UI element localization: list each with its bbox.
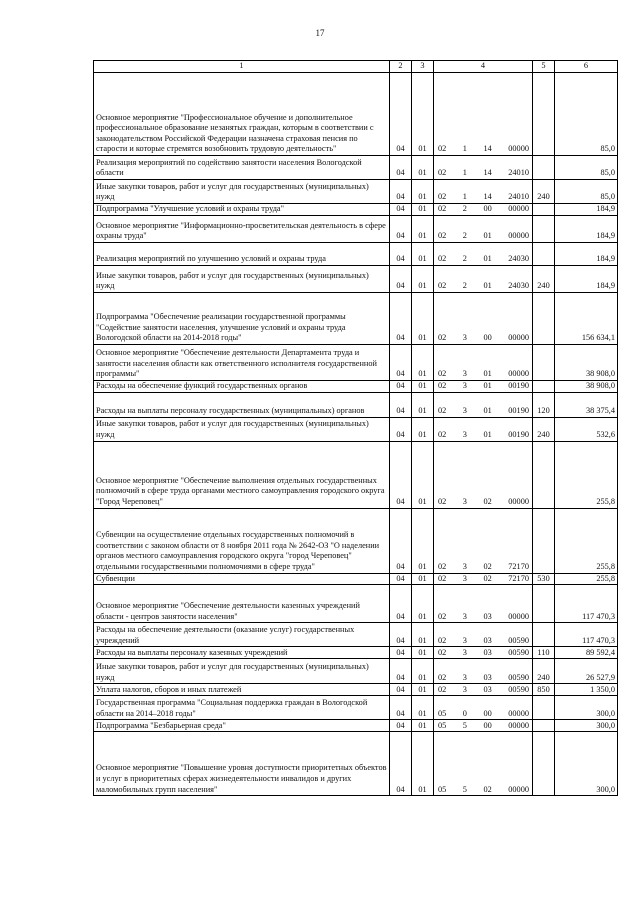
table-row [94, 659, 618, 684]
amount: 184,9 [555, 243, 618, 266]
article-code-part: 05 [438, 708, 447, 718]
target-article-code [434, 345, 533, 381]
row-name: Основное мероприятие "Профессиональное обучение и дополнительное профессиональное образование незанятых граждан, которым в соответствии с законодательством Российской Федерации назначена страховая пенсия по старости и которые стремятся возобновить трудовую деятельность" [94, 73, 390, 156]
section-code: 04 [390, 585, 412, 623]
section-code: 04 [390, 696, 412, 720]
article-code-part: 00000 [508, 497, 529, 506]
article-code-part: 02 [438, 231, 447, 241]
article-code-part: 03 [483, 647, 492, 657]
article-code-part: 00590 [508, 635, 529, 645]
expense-type-code: 850 [533, 684, 555, 696]
subsection-code: 01 [412, 417, 434, 441]
article-code-part: 00000 [508, 333, 529, 343]
article-code-part: 00000 [508, 369, 529, 379]
amount: 184,9 [555, 204, 618, 216]
article-code-part: 03 [483, 635, 492, 645]
table-row [94, 732, 618, 796]
header-cell: 1 [94, 61, 390, 73]
section-code: 04 [390, 293, 412, 345]
article-code-part: 00000 [508, 784, 529, 794]
subsection-code: 01 [412, 156, 434, 180]
amount: 26 527,9 [555, 659, 618, 684]
target-article-parts [434, 612, 532, 623]
expense-type-code [533, 381, 555, 393]
target-article-code [434, 585, 533, 623]
subsection-code: 01 [412, 180, 434, 204]
section-code: 04 [390, 684, 412, 696]
subsection-code: 01 [412, 392, 434, 417]
article-code-part: 02 [438, 381, 447, 390]
table-row [94, 73, 618, 156]
article-code-part: 1 [462, 144, 467, 154]
subsection-code: 01 [412, 204, 434, 216]
table-row [94, 345, 618, 381]
article-code-part: 1 [462, 192, 467, 202]
article-code-part: 00 [483, 708, 492, 718]
article-code-part: 2 [462, 231, 467, 241]
section-code: 04 [390, 180, 412, 204]
expense-type-code: 110 [533, 647, 555, 659]
expense-type-code [533, 696, 555, 720]
article-code-part: 02 [438, 647, 447, 657]
target-article-parts [434, 562, 532, 573]
article-code-part: 02 [438, 192, 447, 202]
expense-type-code [533, 508, 555, 573]
expense-type-code [533, 623, 555, 647]
subsection-code: 01 [412, 441, 434, 508]
article-code-part: 00190 [508, 406, 529, 415]
subsection-code: 01 [412, 684, 434, 696]
expense-type-code [533, 156, 555, 180]
header-cell: 3 [412, 61, 434, 73]
target-article-parts [434, 254, 532, 265]
amount: 85,0 [555, 73, 618, 156]
row-name: Основное мероприятие "Обеспечение деятельности Департамента труда и занятости населения области как ответственного исполнителя государственной программы" [94, 345, 390, 381]
target-article-parts [434, 430, 532, 441]
article-code-part: 72170 [508, 573, 529, 583]
section-code: 04 [390, 381, 412, 393]
article-code-part: 00190 [508, 430, 529, 439]
subsection-code: 01 [412, 585, 434, 623]
article-code-part: 00000 [508, 708, 529, 718]
article-code-part: 3 [462, 684, 467, 694]
article-code-part: 00 [483, 333, 492, 343]
target-article-code [434, 243, 533, 266]
article-code-part: 14 [483, 192, 492, 202]
target-article-code [434, 573, 533, 585]
amount: 184,9 [555, 266, 618, 293]
amount: 38 375,4 [555, 392, 618, 417]
target-article-code [434, 204, 533, 216]
article-code-part: 3 [462, 672, 467, 682]
amount: 300,0 [555, 696, 618, 720]
article-code-part: 02 [438, 430, 447, 439]
article-code-part: 02 [438, 281, 447, 291]
article-code-part: 00590 [508, 684, 529, 694]
header-cell: 6 [555, 61, 618, 73]
article-code-part: 3 [462, 562, 467, 571]
expense-type-code [533, 732, 555, 796]
amount: 255,8 [555, 573, 618, 585]
section-code: 04 [390, 417, 412, 441]
amount: 255,8 [555, 441, 618, 508]
expense-type-code [533, 441, 555, 508]
article-code-part: 03 [483, 672, 492, 682]
article-code-part: 24010 [508, 192, 529, 202]
row-name: Иные закупки товаров, работ и услуг для государственных (муниципальных) нужд [94, 266, 390, 293]
row-name: Реализация мероприятий по улучшению условий и охраны труда [94, 243, 390, 266]
target-article-code [434, 659, 533, 684]
table-row [94, 293, 618, 345]
amount: 85,0 [555, 156, 618, 180]
expense-type-code [533, 345, 555, 381]
article-code-part: 00000 [508, 144, 529, 154]
target-article-parts [434, 785, 532, 796]
article-code-part: 01 [483, 369, 492, 379]
amount: 89 592,4 [555, 647, 618, 659]
row-name: Основное мероприятие "Информационно-просветительская деятельность в сфере охраны труда" [94, 216, 390, 243]
target-article-parts [434, 381, 532, 392]
subsection-code: 01 [412, 381, 434, 393]
article-code-part: 00 [483, 204, 492, 214]
section-code: 04 [390, 243, 412, 266]
subsection-code: 01 [412, 659, 434, 684]
amount: 117 470,3 [555, 585, 618, 623]
article-code-part: 3 [462, 635, 467, 645]
target-article-parts [434, 369, 532, 380]
article-code-part: 00000 [508, 231, 529, 241]
row-name: Уплата налогов, сборов и иных платежей [94, 684, 390, 696]
expense-type-code: 240 [533, 266, 555, 293]
article-code-part: 00000 [508, 720, 529, 730]
header-cell: 5 [533, 61, 555, 73]
target-article-code [434, 417, 533, 441]
expense-type-code [533, 720, 555, 732]
subsection-code: 01 [412, 720, 434, 732]
row-name: Субвенции [94, 573, 390, 585]
article-code-part: 03 [483, 684, 492, 694]
table-row [94, 266, 618, 293]
expense-type-code: 240 [533, 180, 555, 204]
article-code-part: 1 [462, 168, 467, 178]
expense-type-code [533, 73, 555, 156]
expense-type-code: 240 [533, 417, 555, 441]
amount: 532,6 [555, 417, 618, 441]
article-code-part: 24030 [508, 254, 529, 264]
article-code-part: 02 [438, 635, 447, 645]
section-code: 04 [390, 732, 412, 796]
article-code-part: 3 [462, 406, 467, 415]
row-name: Подпрограмма "Безбарьерная среда" [94, 720, 390, 732]
article-code-part: 2 [462, 254, 467, 264]
article-code-part: 3 [462, 381, 467, 390]
target-article-code [434, 73, 533, 156]
row-name: Основное мероприятие "Повышение уровня доступности приоритетных объектов и услуг в приоритетных сферах жизнедеятельности инвалидов и других маломобильных групп населения" [94, 732, 390, 796]
target-article-code [434, 720, 533, 732]
subsection-code: 01 [412, 696, 434, 720]
header-cell: 2 [390, 61, 412, 73]
target-article-code [434, 623, 533, 647]
row-name: Расходы на обеспечение функций государственных органов [94, 381, 390, 393]
article-code-part: 01 [483, 430, 492, 439]
article-code-part: 00190 [508, 381, 529, 390]
section-code: 04 [390, 659, 412, 684]
table-row [94, 392, 618, 417]
article-code-part: 01 [483, 281, 492, 291]
section-code: 04 [390, 720, 412, 732]
target-article-code [434, 156, 533, 180]
article-code-part: 02 [438, 672, 447, 682]
article-code-part: 00000 [508, 204, 529, 214]
target-article-code [434, 266, 533, 293]
amount: 184,9 [555, 216, 618, 243]
article-code-part: 03 [483, 611, 492, 621]
row-name: Расходы на выплаты персоналу казенных учреждений [94, 647, 390, 659]
section-code: 04 [390, 508, 412, 573]
article-code-part: 02 [483, 562, 492, 571]
header-cell: 4 [434, 61, 533, 73]
section-code: 04 [390, 266, 412, 293]
subsection-code: 01 [412, 573, 434, 585]
article-code-part: 2 [462, 281, 467, 291]
target-article-parts [434, 144, 532, 155]
page-number: 17 [315, 28, 325, 38]
table-row [94, 573, 618, 585]
target-article-parts [434, 497, 532, 508]
article-code-part: 02 [438, 406, 447, 415]
row-name: Подпрограмма "Обеспечение реализации государственной программы "Содействие занятости населения, улучшение условий и охраны труда Вологодской области на 2014-2018 годы" [94, 293, 390, 345]
target-article-parts [434, 192, 532, 203]
row-name: Иные закупки товаров, работ и услуг для государственных (муниципальных) нужд [94, 417, 390, 441]
table-row [94, 243, 618, 266]
expense-type-code: 240 [533, 659, 555, 684]
table-body [94, 73, 618, 796]
table-row [94, 623, 618, 647]
article-code-part: 3 [462, 369, 467, 379]
article-code-part: 3 [462, 333, 467, 343]
row-name: Расходы на обеспечение деятельности (оказание услуг) государственных учреждений [94, 623, 390, 647]
target-article-code [434, 216, 533, 243]
expense-type-code: 120 [533, 392, 555, 417]
article-code-part: 72170 [508, 562, 529, 571]
target-article-parts [434, 406, 532, 417]
subsection-code: 01 [412, 732, 434, 796]
target-article-parts [434, 168, 532, 179]
article-code-part: 02 [483, 784, 492, 794]
amount: 38 908,0 [555, 381, 618, 393]
section-code: 04 [390, 441, 412, 508]
article-code-part: 02 [438, 168, 447, 178]
article-code-part: 00590 [508, 672, 529, 682]
row-name: Подпрограмма "Улучшение условий и охраны труда" [94, 204, 390, 216]
table-row [94, 204, 618, 216]
row-name: Иные закупки товаров, работ и услуг для государственных (муниципальных) нужд [94, 659, 390, 684]
article-code-part: 02 [438, 497, 447, 506]
amount: 255,8 [555, 508, 618, 573]
target-article-parts [434, 333, 532, 344]
article-code-part: 05 [438, 720, 447, 730]
expense-type-code [533, 243, 555, 266]
target-article-code [434, 180, 533, 204]
target-article-code [434, 293, 533, 345]
target-article-parts [434, 574, 532, 585]
table-row [94, 381, 618, 393]
section-code: 04 [390, 156, 412, 180]
expense-type-code [533, 204, 555, 216]
target-article-parts [434, 709, 532, 720]
expense-type-code: 530 [533, 573, 555, 585]
target-article-parts [434, 721, 532, 732]
table-row [94, 156, 618, 180]
target-article-code [434, 392, 533, 417]
article-code-part: 2 [462, 204, 467, 214]
article-code-part: 3 [462, 573, 467, 583]
row-name: Субвенции на осуществление отдельных государственных полномочий в соответствии с законом области от 8 ноября 2011 года № 2642-ОЗ "О наделении органов местного самоуправления городского округа "город Череповец" отдельными государственными полномочиями в сфере труда" [94, 508, 390, 573]
amount: 38 908,0 [555, 345, 618, 381]
target-article-code [434, 684, 533, 696]
subsection-code: 01 [412, 623, 434, 647]
row-name: Государственная программа "Социальная поддержка граждан в Вологодской области на 2014–2018 годы" [94, 696, 390, 720]
target-article-code [434, 732, 533, 796]
target-article-code [434, 441, 533, 508]
target-article-code [434, 647, 533, 659]
amount: 85,0 [555, 180, 618, 204]
subsection-code: 01 [412, 216, 434, 243]
target-article-code [434, 508, 533, 573]
budget-table [93, 60, 618, 796]
article-code-part: 00590 [508, 647, 529, 657]
section-code: 04 [390, 216, 412, 243]
subsection-code: 01 [412, 73, 434, 156]
article-code-part: 24030 [508, 281, 529, 291]
article-code-part: 3 [462, 611, 467, 621]
target-article-code [434, 381, 533, 393]
table-row [94, 720, 618, 732]
article-code-part: 5 [462, 784, 467, 794]
table-row [94, 585, 618, 623]
article-code-part: 02 [438, 684, 447, 694]
article-code-part: 02 [438, 611, 447, 621]
article-code-part: 02 [483, 497, 492, 506]
header-row [94, 61, 618, 73]
row-name: Реализация мероприятий по содействию занятости населения Вологодской области [94, 156, 390, 180]
article-code-part: 0 [462, 708, 467, 718]
article-code-part: 3 [462, 497, 467, 506]
article-code-part: 3 [462, 430, 467, 439]
target-article-parts [434, 636, 532, 647]
amount: 300,0 [555, 732, 618, 796]
section-code: 04 [390, 73, 412, 156]
table-row [94, 216, 618, 243]
table-row [94, 647, 618, 659]
article-code-part: 01 [483, 231, 492, 241]
row-name: Расходы на выплаты персоналу государственных (муниципальных) органов [94, 392, 390, 417]
section-code: 04 [390, 623, 412, 647]
table-row [94, 180, 618, 204]
table-row [94, 441, 618, 508]
target-article-code [434, 696, 533, 720]
article-code-part: 02 [438, 204, 447, 214]
row-name: Основное мероприятие "Обеспечение деятельности казенных учреждений области - центров занятости населения" [94, 585, 390, 623]
table-row [94, 684, 618, 696]
article-code-part: 01 [483, 406, 492, 415]
subsection-code: 01 [412, 243, 434, 266]
article-code-part: 14 [483, 144, 492, 154]
amount: 300,0 [555, 720, 618, 732]
article-code-part: 02 [438, 562, 447, 571]
subsection-code: 01 [412, 647, 434, 659]
expense-type-code [533, 293, 555, 345]
section-code: 04 [390, 392, 412, 417]
article-code-part: 00000 [508, 611, 529, 621]
table-row [94, 696, 618, 720]
table-row [94, 417, 618, 441]
subsection-code: 01 [412, 293, 434, 345]
article-code-part: 01 [483, 381, 492, 390]
article-code-part: 02 [438, 369, 447, 379]
article-code-part: 02 [438, 144, 447, 154]
section-code: 04 [390, 204, 412, 216]
subsection-code: 01 [412, 345, 434, 381]
subsection-code: 01 [412, 508, 434, 573]
target-article-parts [434, 673, 532, 684]
article-code-part: 01 [483, 254, 492, 264]
article-code-part: 14 [483, 168, 492, 178]
table-row [94, 508, 618, 573]
article-code-part: 24010 [508, 168, 529, 178]
expense-type-code [533, 585, 555, 623]
section-code: 04 [390, 573, 412, 585]
target-article-parts [434, 231, 532, 242]
section-code: 04 [390, 345, 412, 381]
article-code-part: 3 [462, 647, 467, 657]
row-name: Основное мероприятие "Обеспечение выполнения отдельных государственных полномочий в сфере труда органами местного самоуправления городского округа "Город Череповец" [94, 441, 390, 508]
row-name: Иные закупки товаров, работ и услуг для государственных (муниципальных) нужд [94, 180, 390, 204]
target-article-parts [434, 648, 532, 659]
subsection-code: 01 [412, 266, 434, 293]
article-code-part: 02 [438, 573, 447, 583]
target-article-parts [434, 685, 532, 696]
amount: 156 634,1 [555, 293, 618, 345]
article-code-part: 00 [483, 720, 492, 730]
amount: 117 470,3 [555, 623, 618, 647]
expense-type-code [533, 216, 555, 243]
target-article-parts [434, 281, 532, 292]
article-code-part: 05 [438, 784, 447, 794]
section-code: 04 [390, 647, 412, 659]
amount: 1 350,0 [555, 684, 618, 696]
article-code-part: 5 [462, 720, 467, 730]
article-code-part: 02 [483, 573, 492, 583]
article-code-part: 02 [438, 254, 447, 264]
article-code-part: 02 [438, 333, 447, 343]
target-article-parts [434, 204, 532, 215]
